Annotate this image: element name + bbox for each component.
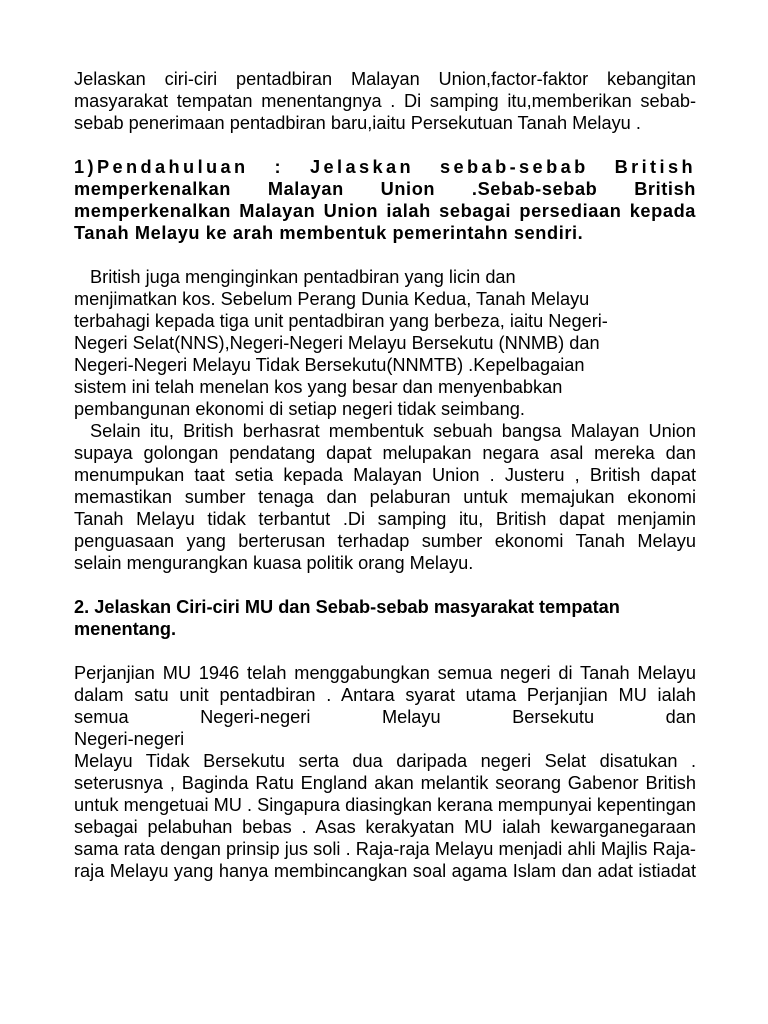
paragraph-british-pentadbiran bbox=[74, 266, 696, 420]
paragraph-selain-itu-text: Selain itu, British berhasrat membentuk sebuah bangsa Malayan Union supaya golongan pendatang dapat melupakan negara asal mereka dan menumpukan taat setia kepada Malayan Union . Justeru , British dapat memastikan sumber tenaga dan pelaburan untuk memajukan ekonomi Tanah Melayu tidak terbantut .Di samping itu, British dapat menjamin penguasaan yang berterusan terhadap sumber ekonomi Tanah Melayu selain mengurangkan kuasa politik orang Melayu. bbox=[74, 421, 696, 573]
heading-ciri-ciri-mu: 2. Jelaskan Ciri-ciri MU dan Sebab-sebab masyarakat tempatan menentang. bbox=[74, 597, 620, 639]
paragraph-selain-itu bbox=[74, 420, 696, 574]
heading-pendahuluan bbox=[74, 156, 696, 244]
paragraph-perjanjian-part2: Negeri-negeri bbox=[74, 729, 185, 749]
paragraph-line bbox=[74, 266, 696, 288]
heading-pendahuluan-rest: memperkenalkan Malayan Union .Sebab-sebab British memperkenalkan Malayan Union ialah sebagai persediaan kepada Tanah Melayu ke arah membentuk pemerintahn sendiri. bbox=[74, 179, 696, 243]
paragraph-line: Negeri-Negeri Melayu Tidak Bersekutu(NNMTB) .Kepelbagaian bbox=[74, 355, 585, 375]
paragraph-perjanjian-part1: Perjanjian MU 1946 telah menggabungkan semua negeri di Tanah Melayu dalam satu unit pentadbiran . Antara syarat utama Perjanjian MU ialah semua Negeri-negeri Melayu Bersekutu dan bbox=[74, 663, 696, 727]
paragraph-line: pembangunan ekonomi di setiap negeri tidak seimbang. bbox=[74, 399, 525, 419]
paragraph-line: terbahagi kepada tiga unit pentadbiran yang berbeza, iaitu Negeri- bbox=[74, 311, 608, 331]
intro-paragraph: Jelaskan ciri-ciri pentadbiran Malayan Union,factor-faktor kebangitan masyarakat tempatan menentangnya . Di samping itu,memberikan sebab-sebab penerimaan pentadbiran baru,iaitu Persekutuan Tanah Melayu . bbox=[74, 69, 696, 133]
paragraph-line-text: British juga menginginkan pentadbiran yang licin dan bbox=[90, 267, 516, 287]
heading-pendahuluan-lead: 1)Pendahuluan : Jelaskan sebab-sebab British bbox=[74, 157, 696, 177]
paragraph-line: Negeri Selat(NNS),Negeri-Negeri Melayu Bersekutu (NNMB) dan bbox=[74, 333, 600, 353]
document-page bbox=[74, 68, 696, 882]
paragraph-line: sistem ini telah menelan kos yang besar dan menyenbabkan bbox=[74, 377, 563, 397]
paragraph-line: menjimatkan kos. Sebelum Perang Dunia Kedua, Tanah Melayu bbox=[74, 289, 590, 309]
paragraph-perjanjian-part3: Melayu Tidak Bersekutu serta dua daripada negeri Selat disatukan . seterusnya , Baginda Ratu England akan melantik seorang Gabenor British untuk mengetuai MU . Singapura diasingkan kerana mempunyai kepentingan sebagai pelabuhan bebas . Asas kerakyatan MU ialah kewarganegaraan sama rata dengan prinsip jus soli . Raja-raja Melayu menjadi ahli Majlis Raja-raja Melayu yang hanya membincangkan soal agama Islam dan adat istiadat bbox=[74, 751, 696, 881]
